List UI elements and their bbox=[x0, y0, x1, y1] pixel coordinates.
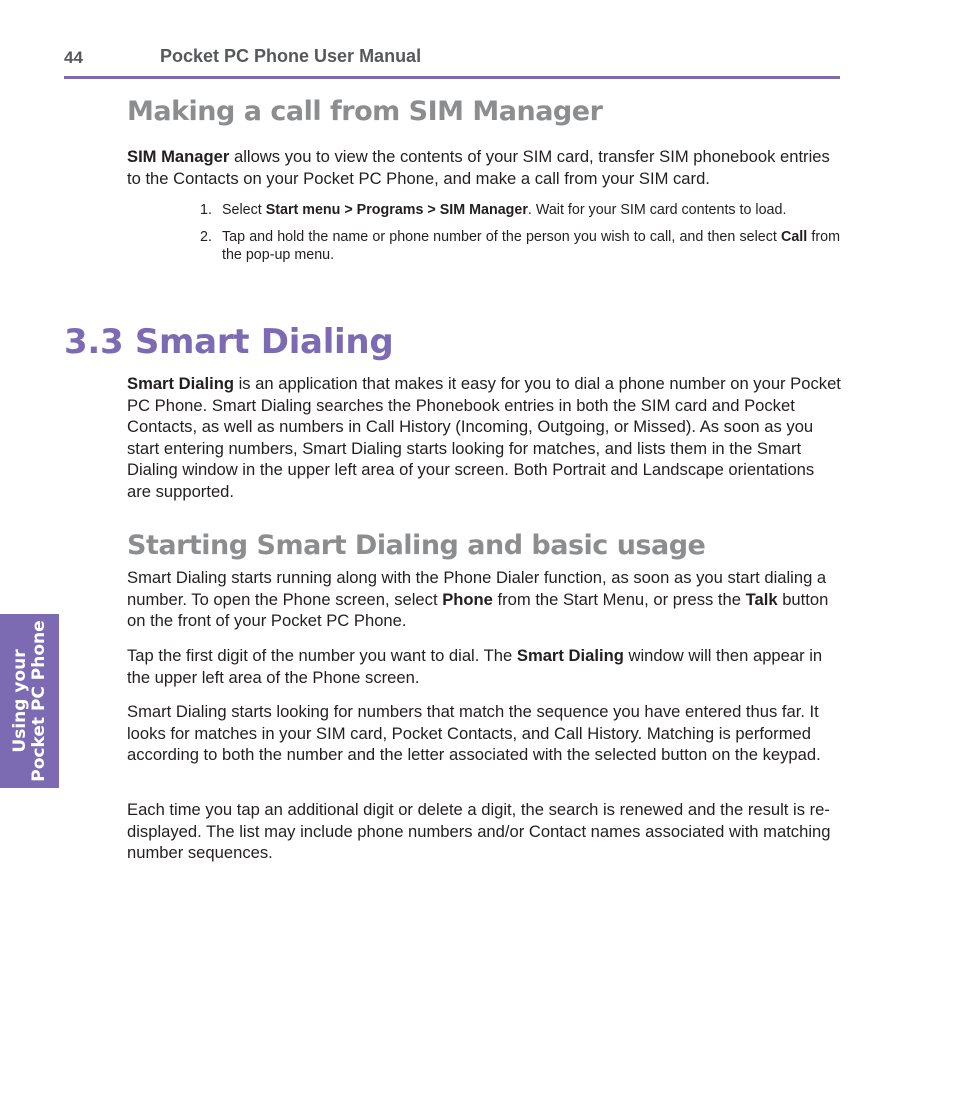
page-header bbox=[64, 46, 840, 79]
para-text: Smart Dialing starts running along with the Phone Dialer function, as soon as you start dialing a number. To open the Phone screen, select bbox=[127, 568, 827, 609]
side-tab bbox=[0, 614, 59, 788]
step-text: . Wait for your SIM card contents to load. bbox=[527, 202, 787, 218]
step-text: from the pop-up menu. bbox=[222, 228, 840, 263]
sim-manager-intro-bold: SIM Manager bbox=[127, 147, 230, 166]
side-tab-line-1: Using your bbox=[9, 649, 30, 753]
side-tab-line-2: Pocket PC Phone bbox=[28, 620, 49, 782]
sim-manager-intro-text: allows you to view the contents of your SIM card, transfer SIM phonebook entries to the Contacts on your Pocket PC Phone, and make a call from your SIM card. bbox=[127, 147, 830, 188]
step-number: 2. bbox=[200, 228, 212, 245]
para-bold: Talk bbox=[745, 589, 778, 609]
sim-manager-intro bbox=[127, 146, 841, 189]
sim-manager-heading: Making a call from SIM Manager bbox=[127, 96, 603, 127]
smart-dialing-intro bbox=[127, 373, 841, 503]
starting-heading: Starting Smart Dialing and basic usage bbox=[127, 530, 706, 561]
section-title: 3.3 Smart Dialing bbox=[64, 322, 394, 362]
step-text: Select bbox=[222, 202, 266, 218]
step-bold: Start menu > Programs > SIM Manager bbox=[265, 202, 528, 218]
smart-dialing-intro-text: is an application that makes it easy for you to dial a phone number on your Pocket PC Phone. Smart Dialing searches the Phonebook entries in both the SIM card and Pocket Contacts, as well as numbers in Call History (Incoming, Outgoing, or Missed). As soon as you start entering numbers, Smart Dialing starts looking for matches, and lists them in the Smart Dialing window in the upper left area of your screen. Both Portrait and Landscape orientations are supported. bbox=[127, 374, 841, 501]
para-bold: Smart Dialing bbox=[516, 646, 624, 665]
step-item bbox=[200, 228, 840, 265]
para-text: from the Start Menu, or press the bbox=[492, 589, 746, 609]
para-text: Tap the first digit of the number you want to dial. The bbox=[127, 646, 517, 665]
page-number: 44 bbox=[64, 48, 83, 67]
starting-paragraph-4: Each time you tap an additional digit or delete a digit, the search is renewed and the result is re-displayed. The list may include phone numbers and/or Contact names associated with matching number sequences. bbox=[127, 800, 831, 863]
step-number: 1. bbox=[200, 202, 212, 218]
para-text: button on the front of your Pocket PC Phone. bbox=[127, 589, 829, 631]
starting-paragraph-3: Smart Dialing starts looking for numbers that match the sequence you have entered thus far. It looks for matches in your SIM card, Pocket Contacts, and Call History. Matching is performed according to both the number and the letter associated with the selected button on the keypad. bbox=[127, 702, 821, 765]
step-bold: Call bbox=[781, 228, 808, 245]
sim-manager-steps bbox=[200, 201, 840, 273]
step-text: Tap and hold the name or phone number of the person you wish to call, and then select bbox=[222, 228, 781, 245]
para-text: window will then appear in the upper left area of the Phone screen. bbox=[127, 646, 823, 687]
starting-paragraph-2 bbox=[127, 645, 841, 688]
step-item bbox=[200, 201, 840, 220]
manual-title: Pocket PC Phone User Manual bbox=[160, 46, 422, 66]
smart-dialing-intro-bold: Smart Dialing bbox=[127, 374, 234, 393]
para-bold: Phone bbox=[442, 589, 493, 609]
side-tab-label bbox=[11, 620, 49, 781]
starting-paragraph-1 bbox=[127, 567, 841, 632]
